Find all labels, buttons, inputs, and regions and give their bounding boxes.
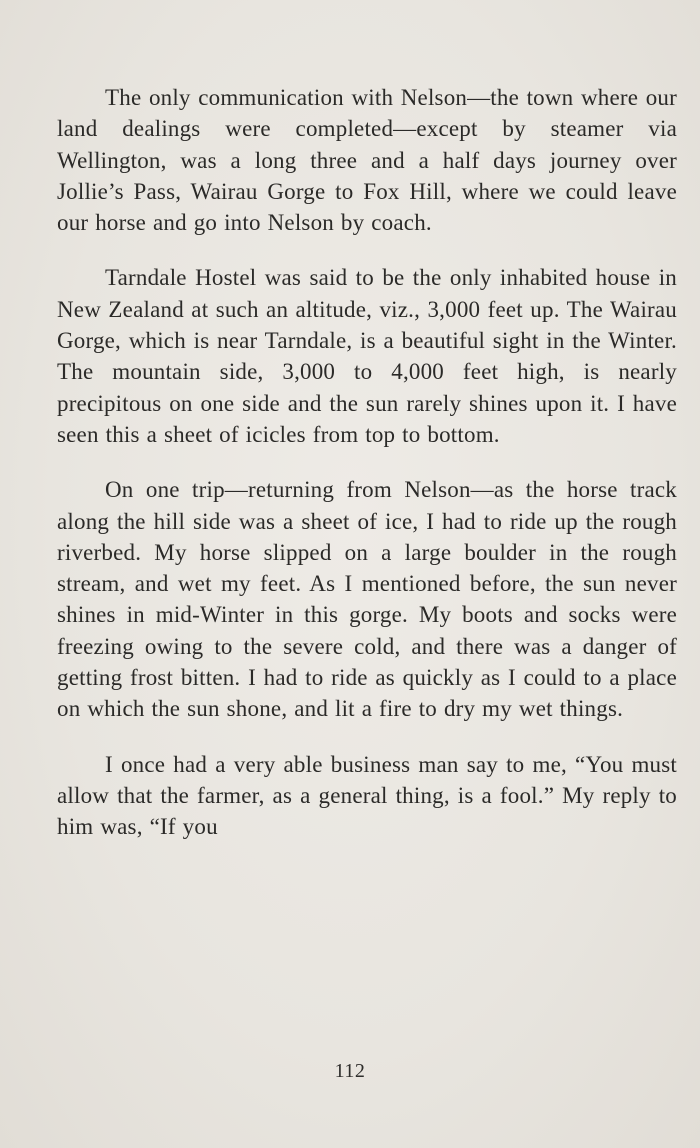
paragraph-4: I once had a very able business man say to me, “You must allow that the farmer, as a general thing, is a fool.” My reply to him was, “If you	[57, 751, 677, 840]
body-text	[57, 82, 677, 843]
paragraph-2: Tarndale Hostel was said to be the only inhabited house in New Zealand at such an altitude, viz., 3,000 feet up. The Wairau Gorge, which is near Tarndale, is a beautiful sight in the Winter. The mountain side, 3,000 to 4,000 feet high, is nearly precipitous on one side and the sun rarely shines upon it. I have seen this a sheet of icicles from top to bottom.	[57, 265, 677, 447]
page-number: 112	[334, 1060, 366, 1082]
paragraph-3: On one trip—returning from Nelson—as the horse track along the hill side was a sheet of ice, I had to ride up the rough riverbed. My horse slipped on a large boulder in the rough stream, and wet my feet. As I mentioned before, the sun never shines in mid-Winter in this gorge. My boots and socks were freezing owing to the severe cold, and there was a danger of getting frost bitten. I had to ride as quickly as I could to a place on which the sun shone, and lit a fire to dry my wet things.	[57, 477, 677, 722]
paragraph-1: The only communication with Nelson—the town where our land dealings were completed—except by steamer via Wellington, was a long three and a half days journey over Jollie’s Pass, Wairau Gorge to Fox Hill, where we could leave our horse and go into Nelson by coach.	[57, 85, 677, 236]
